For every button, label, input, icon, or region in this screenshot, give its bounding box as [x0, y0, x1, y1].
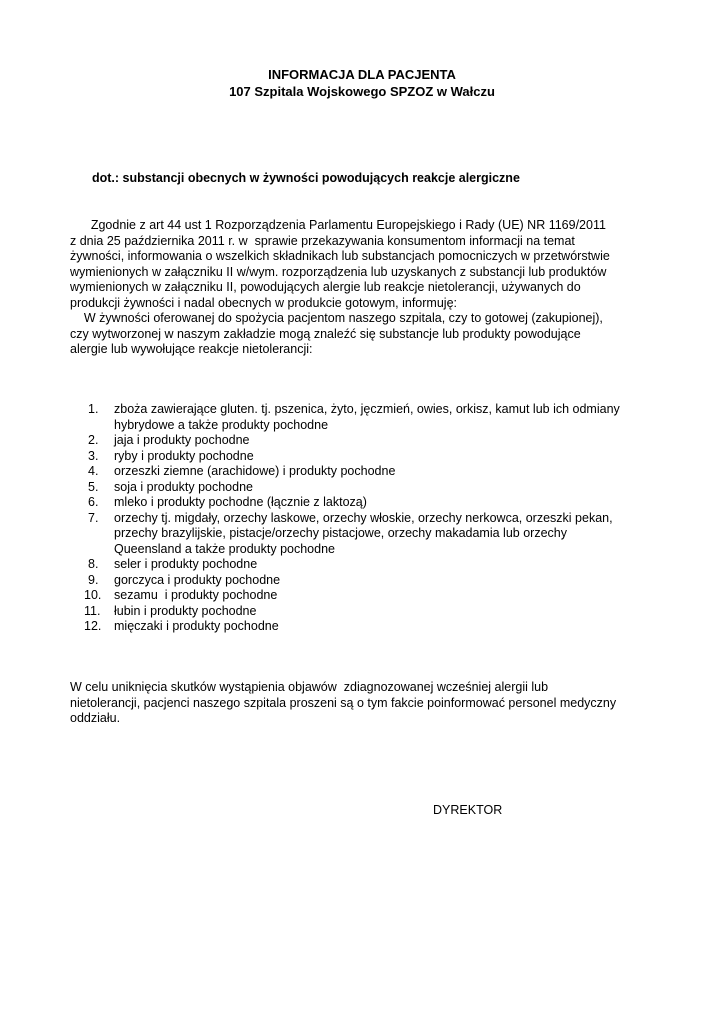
signature-title: DYREKTOR [433, 803, 503, 817]
list-item-number: 1. [88, 402, 99, 416]
intro-line: wymienionych w załączniku II w/wym. rozporządzenia lub uzyskanych z substancji lub produktów [70, 264, 607, 279]
list-item-text: Queensland a także produkty pochodne [114, 541, 335, 556]
list-item-text: mięczaki i produkty pochodne [114, 619, 279, 633]
intro-line: W żywności oferowanej do spożycia pacjentom naszego szpitala, czy to gotowej (zakupionej), [70, 311, 603, 325]
list-item-number: 3. [88, 448, 99, 463]
list-item-text: jaja i produkty pochodne [114, 433, 250, 447]
list-item-text: hybrydowe a także produkty pochodne [114, 417, 329, 432]
list-item-number: 2. [88, 433, 99, 447]
closing-line: nietolerancji, pacjenci naszego szpitala proszeni są o tym fakcie poinformować personel medyczny [70, 695, 617, 710]
list-item-text: ryby i produkty pochodne [114, 448, 254, 463]
list-item-number: 7. [88, 510, 99, 525]
list-item [70, 573, 670, 589]
list-item-text: przechy brazylijskie, pistacje/orzechy pistacjowe, orzechy makadamia lub orzechy [114, 526, 567, 540]
list-item-text: orzeszki ziemne (arachidowe) i produkty pochodne [114, 464, 396, 478]
intro-line: wymienionych w załączniku II, powodujących alergie lub reakcje nietolerancji, używanych do [70, 280, 581, 294]
list-item-text: zboża zawierające gluten. tj. pszenica, żyto, jęczmień, owies, orkisz, kamut lub ich odmiany [114, 402, 620, 416]
list-item-number: 5. [88, 479, 99, 494]
list-item [70, 402, 670, 433]
closing-line: W celu uniknięcia skutków wystąpienia objawów zdiagnozowanej wcześniej alergii lub [70, 680, 549, 694]
list-item [70, 480, 670, 496]
subject-line: dot.: substancji obecnych w żywności powodujących reakcje alergiczne [92, 171, 520, 185]
list-item [70, 604, 670, 620]
list-item [70, 433, 670, 449]
list-item-text: soja i produkty pochodne [114, 479, 253, 494]
list-item-text: mleko i produkty pochodne (łącznie z laktozą) [114, 495, 367, 509]
list-item-text: sezamu i produkty pochodne [114, 588, 278, 602]
list-item [70, 495, 670, 511]
list-item [70, 464, 670, 480]
allergen-list [70, 402, 670, 635]
document-title: INFORMACJA DLA PACJENTA [268, 67, 456, 82]
list-item [70, 619, 670, 635]
intro-line: Zgodnie z art 44 ust 1 Rozporządzenia Parlamentu Europejskiego i Rady (UE) NR 1169/2011 [70, 218, 606, 232]
list-item-text: seler i produkty pochodne [114, 557, 258, 571]
intro-line: czy wytworzonej w naszym zakładzie mogą znaleźć się substancje lub produkty powodujące [70, 326, 581, 341]
list-item-number: 12. [84, 619, 102, 633]
closing-line: oddziału. [70, 711, 121, 725]
list-item-number: 9. [88, 572, 99, 587]
list-item [70, 588, 670, 604]
list-item-text: gorczyca i produkty pochodne [114, 572, 281, 587]
closing-paragraph [70, 680, 670, 727]
list-item [70, 449, 670, 465]
intro-paragraph [70, 218, 670, 358]
list-item-text: orzechy tj. migdały, orzechy laskowe, orzechy włoskie, orzechy nerkowca, orzeszki pekan, [114, 510, 613, 525]
intro-line: z dnia 25 października 2011 r. w sprawie przekazywania konsumentom informacji na temat [70, 233, 575, 248]
hospital-name: 107 Szpitala Wojskowego SPZOZ w Wałczu [229, 84, 495, 99]
list-item [70, 557, 670, 573]
list-item-number: 10. [84, 588, 102, 602]
intro-line: żywności, informowania o wszelkich składnikach lub substancjach pomocniczych w przetwórstwie [70, 249, 610, 263]
list-item [70, 511, 670, 558]
list-item-number: 6. [88, 495, 99, 509]
list-item-text: łubin i produkty pochodne [114, 603, 257, 618]
list-item-number: 4. [88, 464, 99, 478]
intro-line: alergie lub wywołujące reakcje nietolerancji: [70, 342, 313, 356]
intro-line: produkcji żywności i nadal obecnych w produkcie gotowym, informuję: [70, 295, 457, 310]
list-item-number: 11. [84, 603, 101, 618]
list-item-number: 8. [88, 557, 99, 571]
